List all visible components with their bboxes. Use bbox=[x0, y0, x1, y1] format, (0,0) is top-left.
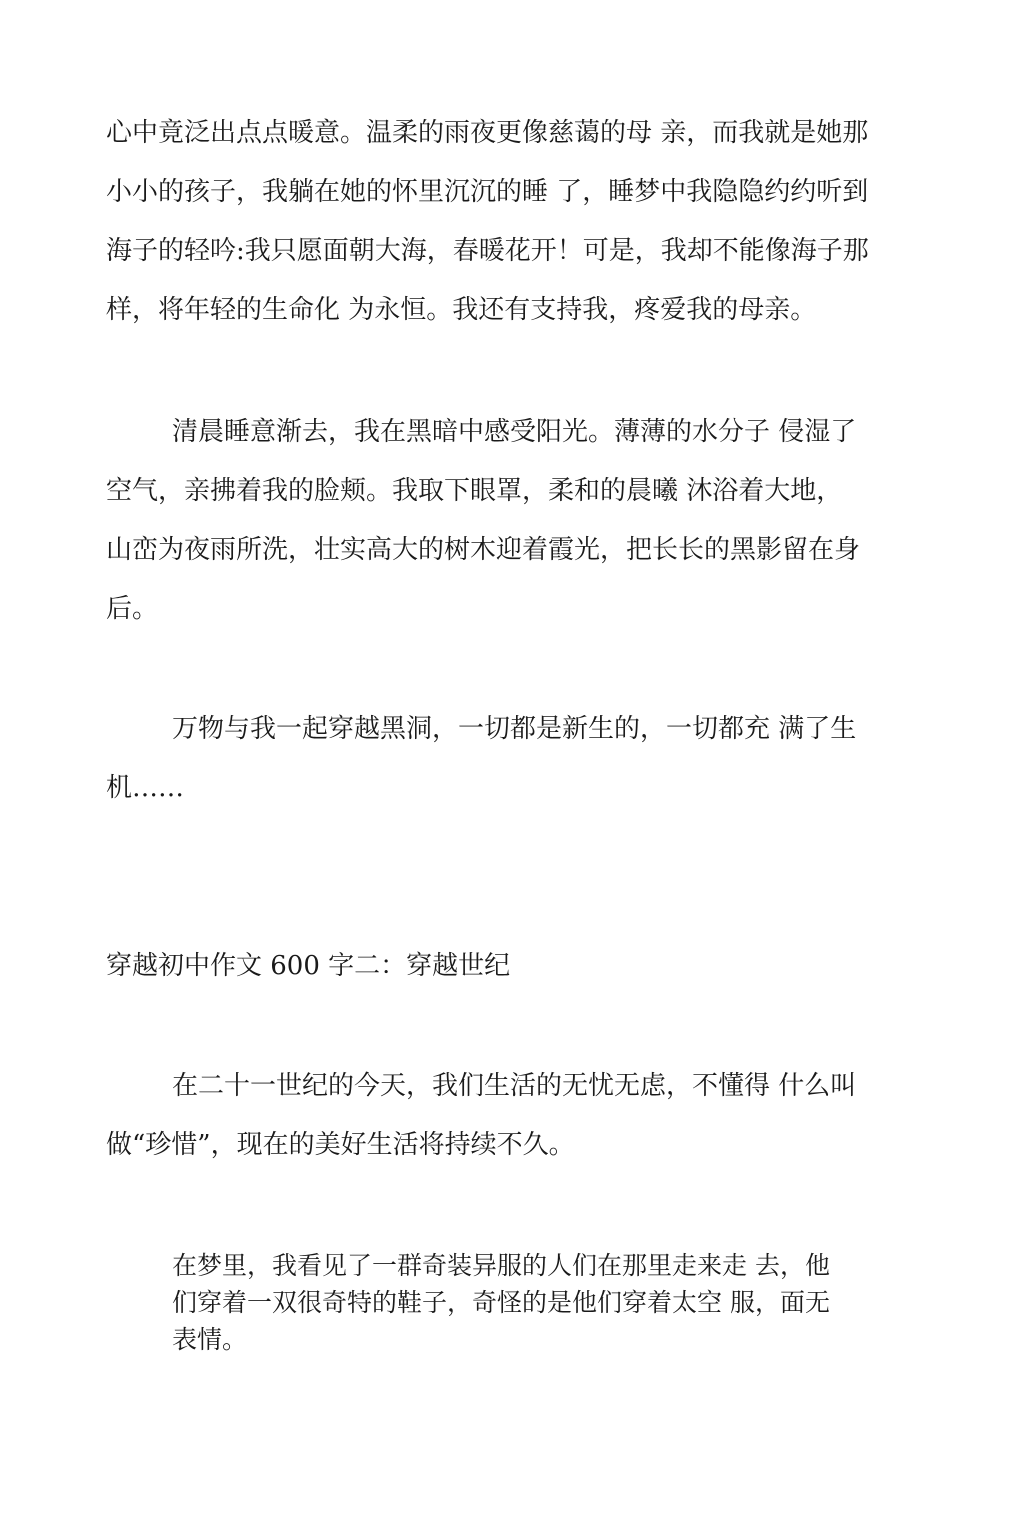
paragraph-3-line-1: 万物与我一起穿越黑洞，一切都是新生的，一切都充 满了生 bbox=[172, 714, 857, 744]
paragraph-2-line-4: 后。 bbox=[106, 594, 159, 624]
paragraph-4-line-2: 做“珍惜”，现在的美好生活将持续不久。 bbox=[106, 1130, 575, 1160]
paragraph-5-line-1: 在梦里，我看见了一群奇装异服的人们在那里走来走 去，他 bbox=[172, 1251, 830, 1280]
paragraph-1-line-4: 样，将年轻的生命化 为永恒。我还有支持我，疼爱我的母亲。 bbox=[106, 295, 817, 325]
paragraph-4-line-1: 在二十一世纪的今天，我们生活的无忧无虑，不懂得 什么叫 bbox=[172, 1071, 857, 1101]
paragraph-1-line-3: 海子的轻吟:我只愿面朝大海，春暖花开！可是，我却不能像海子那 bbox=[106, 236, 869, 266]
paragraph-3-line-2: 机…… bbox=[106, 773, 185, 803]
paragraph-1-line-1: 心中竟泛出点点暖意。温柔的雨夜更像慈蔼的母 亲，而我就是她那 bbox=[106, 118, 869, 148]
section-heading: 穿越初中作文 600 字二：穿越世纪 bbox=[106, 951, 511, 981]
paragraph-2-line-2: 空气，亲拂着我的脸颊。我取下眼罩，柔和的晨曦 沐浴着大地， bbox=[106, 476, 843, 506]
paragraph-5-line-3: 表情。 bbox=[172, 1325, 248, 1354]
paragraph-2-line-1: 清晨睡意渐去，我在黑暗中感受阳光。薄薄的水分子 侵湿了 bbox=[172, 417, 857, 447]
paragraph-5-line-2: 们穿着一双很奇特的鞋子，奇怪的是他们穿着太空 服，面无 bbox=[172, 1288, 830, 1317]
paragraph-1-line-2: 小小的孩子，我躺在她的怀里沉沉的睡 了，睡梦中我隐隐约约听到 bbox=[106, 177, 869, 207]
paragraph-2-line-3: 山峦为夜雨所洗，壮实高大的树木迎着霞光，把长长的黑影留在身 bbox=[106, 535, 861, 565]
